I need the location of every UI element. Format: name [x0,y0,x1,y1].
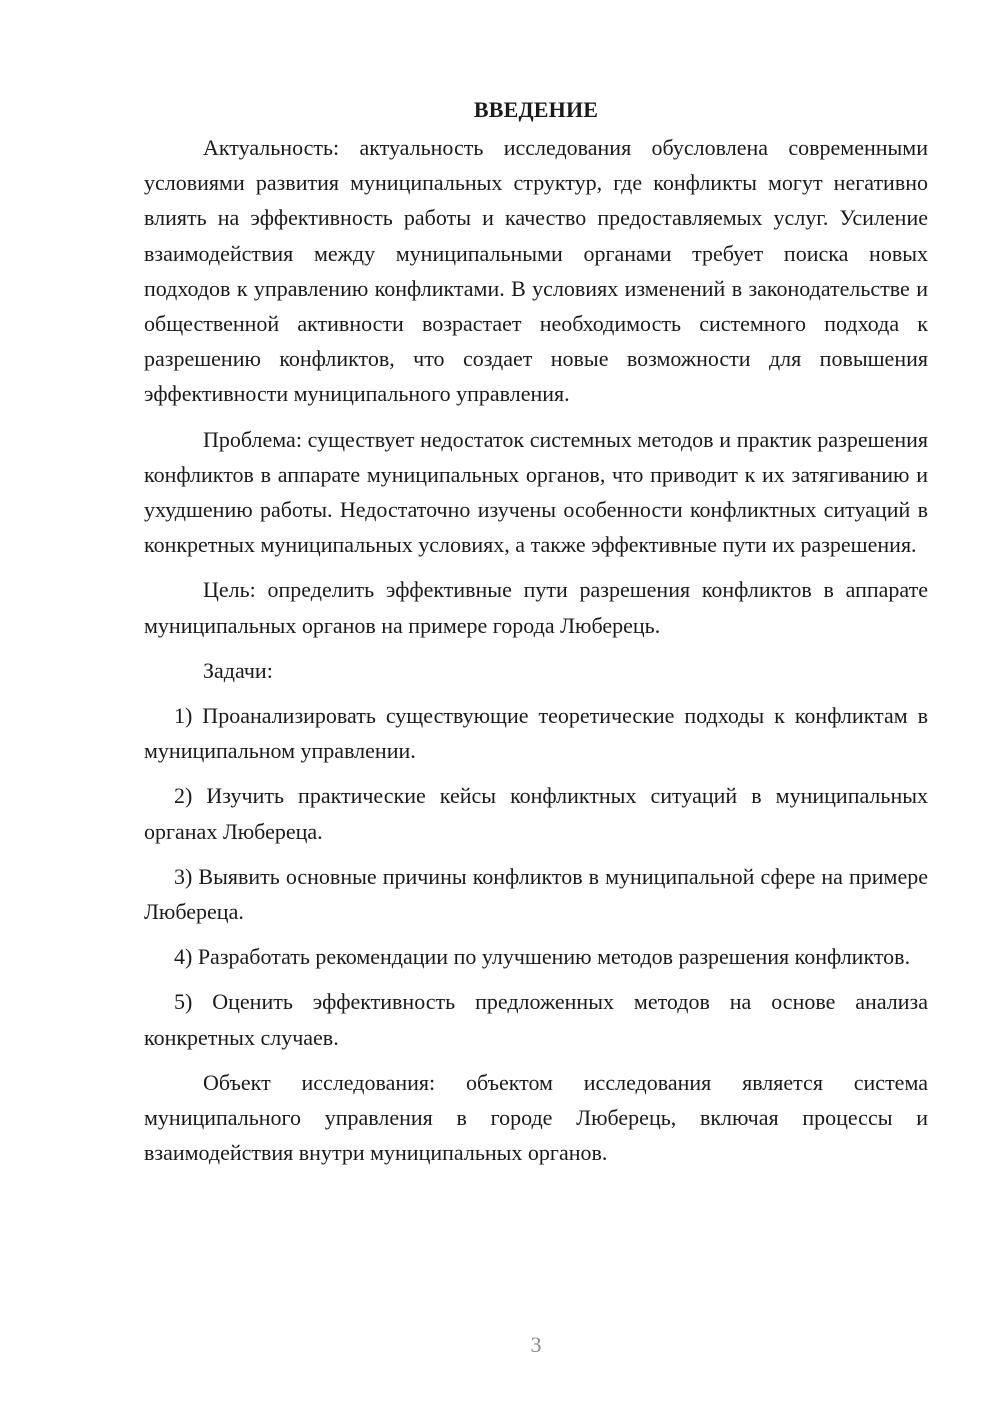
task-item-4: 4) Разработать рекомендации по улучшению методов разрешения конфликтов. [174,944,911,970]
document-title: ВВЕДЕНИЕ [473,97,599,122]
task-item-1: 1) Проанализировать существующие теоретические подходы к конфликтам в муниципальном управлении. [144,703,928,764]
relevance-paragraph: Актуальность: актуальность исследования обусловлена современными условиями развития муниципальных структур, где конфликты могут негативно влиять на эффективность работы и качество предоставляемых услуг. Усиление взаимодействия между муниципальными органами требует поиска новых подходов к управлению конфликтами. В условиях изменений в законодательстве и общественной активности возрастает необходимость системного подхода к разрешению конфликтов, что создает новые возможности для повышения эффективности муниципального управления. [144,135,928,407]
problem-paragraph: Проблема: существует недостаток системных методов и практик разрешения конфликтов в аппарате муниципальных органов, что приводит к их затягиванию и ухудшению работы. Недостаточно изучены особенности конфликтных ситуаций в конкретных муниципальных условиях, а также эффективные пути их разрешения. [144,426,928,558]
task-item-3: 3) Выявить основные причины конфликтов в муниципальной сфере на примере Люберецa. [144,863,928,925]
task-item-2: 2) Изучить практические кейсы конфликтных ситуаций в муниципальных органах Люберецa. [144,783,928,844]
tasks-heading: Задачи: [203,657,273,683]
document-page [144,92,928,1180]
task-item-5: 5) Оценить эффективность предложенных методов на основе анализа конкретных случаев. [144,989,928,1050]
page-number: 3 [530,1332,542,1357]
goal-paragraph: Цель: определить эффективные пути разрешения конфликтов в аппарате муниципальных органов на примере города Люберець. [144,577,928,638]
research-object-paragraph: Объект исследования: объектом исследования является система муниципального управления в городе Люберець, включая процессы и взаимодействия внутри муниципальных органов. [144,1069,928,1166]
